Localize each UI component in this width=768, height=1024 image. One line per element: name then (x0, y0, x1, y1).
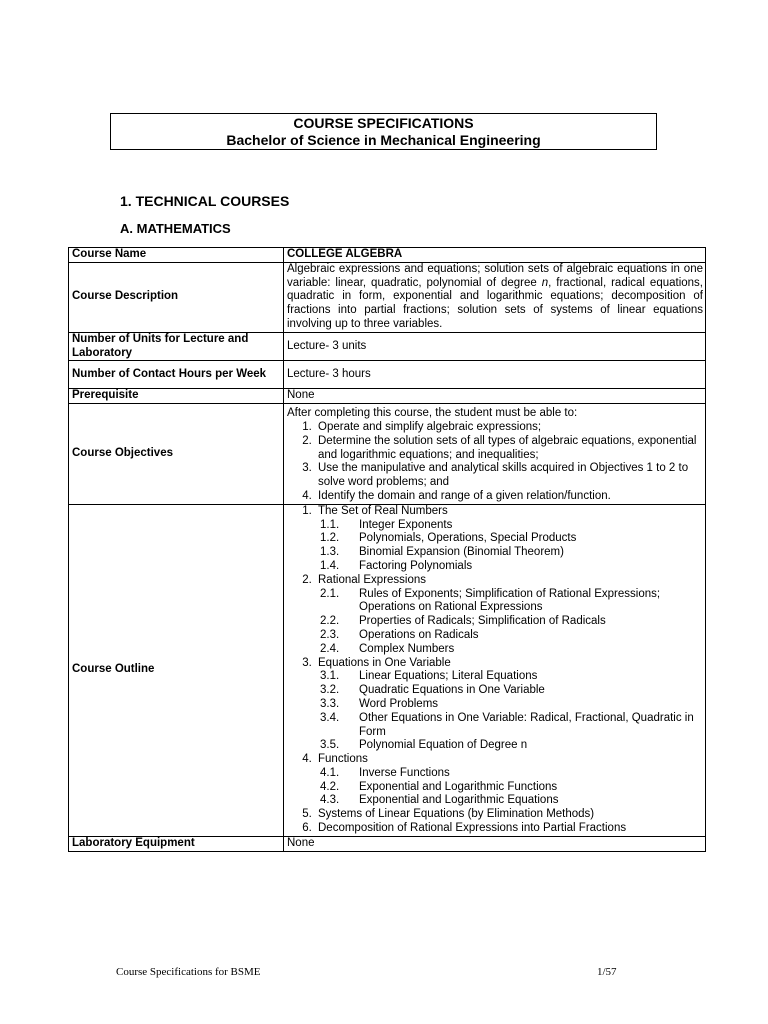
outline-subtopic (318, 643, 703, 657)
outline-topic-title: 2. Rational Expressions (318, 573, 427, 586)
row-course-description (69, 262, 706, 332)
outline-topic (315, 574, 703, 657)
outline-topic-title: 1. The Set of Real Numbers (318, 504, 448, 517)
outline-subtopic-text: Linear Equations; Literal Equations (359, 670, 538, 683)
outline-subtopic-number: 3.4. (320, 711, 340, 724)
objective-item: 1. Operate and simplify algebraic expressions; (315, 421, 703, 435)
outline-subtopic (318, 588, 703, 616)
outline-subtopic-text: Exponential and Logarithmic Functions (359, 780, 558, 793)
outline-subtopic (318, 560, 703, 574)
outline-topic (315, 657, 703, 754)
outline-subtopic-text: Operations on Radicals (359, 628, 479, 641)
outline-subtopic-number: 4.1. (320, 766, 340, 779)
outline-subtopic-number: 3.2. (320, 684, 340, 697)
outline-topic (315, 808, 703, 822)
page-number: 1/57 (597, 966, 617, 978)
course-description-value: Algebraic expressions and equations; solution sets of algebraic equations in one variable: linear, quadratic, polynomial of degree n, fractional, radical equations, quadratic in form, exponential and logarithmic equations; decomposition of fractions into partial fractions; solution sets of systems of linear equations involving up to three variables. (284, 262, 706, 332)
outline-subtopic (318, 532, 703, 546)
course-name-value: COLLEGE ALGEBRA (284, 248, 706, 263)
outline-subtopic-text: Polynomial Equation of Degree n (359, 739, 528, 752)
outline-subtopic (318, 781, 703, 795)
outline-topic-title: 3. Equations in One Variable (318, 656, 451, 669)
outline-subtopic-list (318, 519, 703, 574)
outline-list (287, 505, 703, 836)
outline-subtopic (318, 794, 703, 808)
outline-subtopic-text: Polynomials, Operations, Special Products (359, 532, 577, 545)
outline-subtopic (318, 767, 703, 781)
objectives-list (287, 421, 703, 504)
outline-subtopic (318, 546, 703, 560)
outline-subtopic (318, 629, 703, 643)
outline-subtopic (318, 712, 703, 740)
course-spec-table (68, 247, 706, 852)
row-contact-hours (69, 361, 706, 389)
laboratory-equipment-label: Laboratory Equipment (69, 836, 284, 851)
outline-topic-title: 5. Systems of Linear Equations (by Elimination Methods) (318, 808, 595, 821)
objective-item: 3. Use the manipulative and analytical skills acquired in Objectives 1 to 2 to solve word problems; and (315, 462, 703, 490)
course-outline-label: Course Outline (69, 504, 284, 836)
outline-subtopic-number: 2.2. (320, 615, 340, 628)
course-description-label: Course Description (69, 262, 284, 332)
outline-topic (315, 505, 703, 574)
objectives-intro: After completing this course, the student must be able to: (287, 407, 578, 420)
outline-subtopic (318, 519, 703, 533)
outline-subtopic-number: 1.3. (320, 546, 340, 559)
hours-value: Lecture- 3 hours (284, 361, 706, 389)
document-title-box (110, 113, 657, 150)
outline-subtopic-text: Binomial Expansion (Binomial Theorem) (359, 546, 564, 559)
outline-topic (315, 753, 703, 808)
outline-subtopic-number: 1.1. (320, 518, 340, 531)
footer-doc-title: Course Specifications for BSME (116, 966, 261, 978)
laboratory-equipment-value: None (284, 836, 706, 851)
outline-subtopic-text: Complex Numbers (359, 642, 455, 655)
outline-subtopic-text: Exponential and Logarithmic Equations (359, 794, 559, 807)
row-course-objectives (69, 404, 706, 505)
outline-subtopic (318, 670, 703, 684)
outline-subtopic (318, 615, 703, 629)
outline-subtopic-text: Word Problems (359, 697, 439, 710)
outline-subtopic-number: 3.5. (320, 739, 340, 752)
course-outline-value (284, 504, 706, 836)
document-subtitle: Bachelor of Science in Mechanical Engineering (226, 132, 541, 148)
units-value: Lecture- 3 units (284, 332, 706, 361)
course-objectives-value (284, 404, 706, 505)
row-course-outline (69, 504, 706, 836)
outline-subtopic-text: Rules of Exponents; Simplification of Rational Expressions; Operations on Rational Expressions (359, 587, 661, 614)
outline-subtopic-number: 3.1. (320, 670, 340, 683)
document-title: COURSE SPECIFICATIONS (293, 115, 474, 131)
units-label: Number of Units for Lecture and Laboratory (69, 332, 284, 361)
outline-subtopic-text: Integer Exponents (359, 518, 453, 531)
outline-subtopic (318, 739, 703, 753)
outline-subtopic-list (318, 588, 703, 657)
section-heading: 1. TECHNICAL COURSES (120, 193, 290, 209)
outline-subtopic-number: 2.3. (320, 628, 340, 641)
hours-label: Number of Contact Hours per Week (69, 361, 284, 389)
course-name-label: Course Name (69, 248, 284, 263)
outline-subtopic-text: Factoring Polynomials (359, 559, 473, 572)
outline-topic (315, 822, 703, 836)
outline-subtopic-number: 3.3. (320, 697, 340, 710)
outline-subtopic-text: Quadratic Equations in One Variable (359, 684, 545, 697)
outline-subtopic-number: 1.4. (320, 559, 340, 572)
row-laboratory-equipment (69, 836, 706, 851)
objective-item: 4. Identify the domain and range of a given relation/function. (315, 490, 703, 504)
outline-subtopic-number: 4.2. (320, 780, 340, 793)
outline-subtopic-number: 2.1. (320, 587, 340, 600)
outline-subtopic-number: 1.2. (320, 532, 340, 545)
row-units (69, 332, 706, 361)
outline-subtopic-text: Other Equations in One Variable: Radical, Fractional, Quadratic in Form (359, 711, 694, 738)
outline-subtopic-text: Properties of Radicals; Simplification of Radicals (359, 615, 606, 628)
objective-item: 2. Determine the solution sets of all types of algebraic equations, exponential and logarithmic equations; and inequalities; (315, 435, 703, 463)
outline-subtopic-number: 4.3. (320, 794, 340, 807)
outline-topic-title: 6. Decomposition of Rational Expressions into Partial Fractions (318, 822, 627, 835)
course-objectives-label: Course Objectives (69, 404, 284, 505)
row-course-name (69, 248, 706, 263)
prerequisite-value: None (284, 389, 706, 404)
row-prerequisite (69, 389, 706, 404)
outline-subtopic (318, 698, 703, 712)
outline-subtopic-list (318, 670, 703, 753)
outline-subtopic-text: Inverse Functions (359, 766, 450, 779)
subsection-heading: A. MATHEMATICS (120, 221, 231, 236)
prerequisite-label: Prerequisite (69, 389, 284, 404)
outline-subtopic-number: 2.4. (320, 642, 340, 655)
outline-subtopic (318, 684, 703, 698)
outline-topic-title: 4. Functions (318, 753, 368, 766)
outline-subtopic-list (318, 767, 703, 808)
